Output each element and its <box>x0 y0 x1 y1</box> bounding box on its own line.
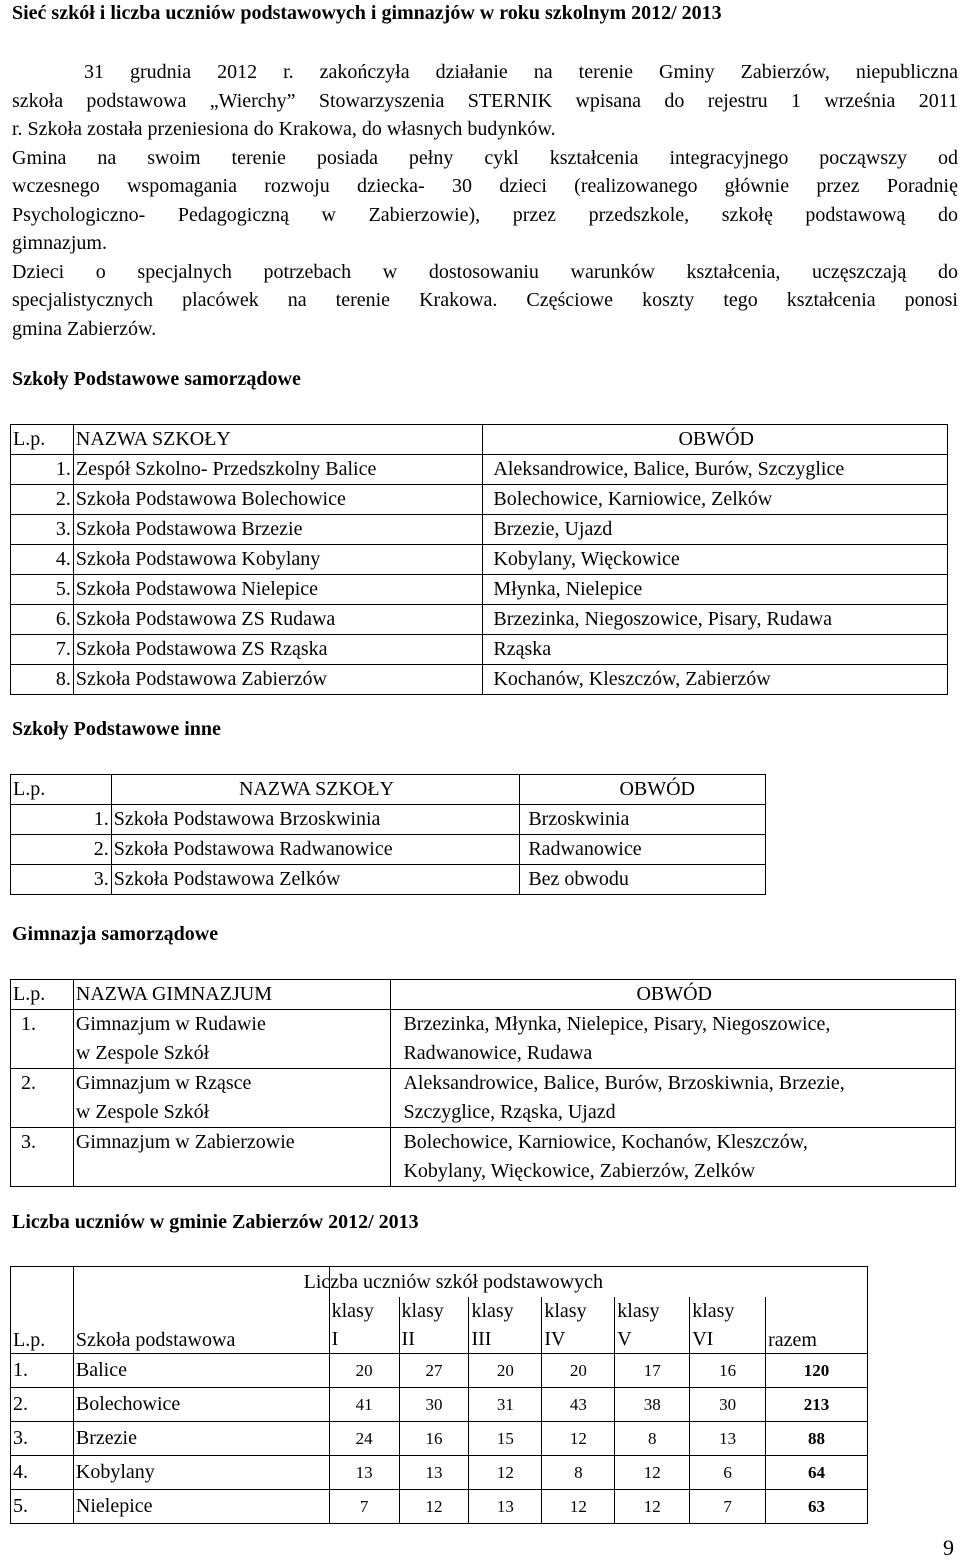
class-numeral: II <box>401 1328 415 1350</box>
row-name: Kobylany <box>73 1456 329 1490</box>
row-area: Radwanowice <box>520 835 766 865</box>
row-value: 20 <box>329 1354 399 1388</box>
row-area: Kochanów, Kleszczów, Zabierzów <box>483 665 948 695</box>
section-heading-public-gymnasium: Gimnazja samorządowe <box>12 923 219 945</box>
header-class <box>615 1297 690 1354</box>
header-name: NAZWA SZKOŁY <box>111 775 520 805</box>
row-value: 6 <box>690 1456 766 1490</box>
row-total: 88 <box>766 1422 868 1456</box>
row-value: 20 <box>469 1354 542 1388</box>
class-numeral: IV <box>544 1328 566 1350</box>
row-value: 12 <box>615 1490 690 1524</box>
section-heading-student-count: Liczba uczniów w gminie Zabierzów 2012/ 2013 <box>12 1211 419 1233</box>
row-value: 7 <box>329 1490 399 1524</box>
row-value: 27 <box>399 1354 469 1388</box>
row-value: 12 <box>542 1422 615 1456</box>
row-lp: 6. <box>11 605 74 635</box>
intro-line: Gmina na swoim terenie posiada pełny cykl kształcenia integracyjnego począwszy od <box>12 146 958 169</box>
table-row <box>11 1422 868 1456</box>
row-lp: 2. <box>11 835 112 865</box>
table-row <box>11 575 948 605</box>
row-lp: 4. <box>11 545 74 575</box>
table-row <box>11 1456 868 1490</box>
row-lp: 3. <box>11 1422 74 1456</box>
row-name: Brzezie <box>73 1422 329 1456</box>
row-value: 12 <box>542 1490 615 1524</box>
row-lp: 4. <box>11 1456 74 1490</box>
header-area: OBWÓD <box>391 980 956 1010</box>
row-area-line: Aleksandrowice, Balice, Burów, Brzoskiwnia, Brzezie, <box>403 1072 845 1094</box>
table-row <box>11 1010 956 1069</box>
row-area: Bolechowice, Karniowice, Zelków <box>483 485 948 515</box>
row-area <box>391 1069 956 1128</box>
row-area-line: Bolechowice, Karniowice, Kochanów, Kleszczów, <box>403 1131 808 1153</box>
row-name: Szkoła Podstawowa Zelków <box>111 865 520 895</box>
table-row <box>11 805 766 835</box>
row-name: Szkoła Podstawowa ZS Rząska <box>73 635 483 665</box>
row-total: 63 <box>766 1490 868 1524</box>
header-lp: L.p. <box>11 775 112 805</box>
row-value: 16 <box>399 1422 469 1456</box>
row-name: Szkoła Podstawowa Radwanowice <box>111 835 520 865</box>
row-name: Nielepice <box>73 1490 329 1524</box>
row-value: 12 <box>615 1456 690 1490</box>
header-class <box>690 1297 766 1354</box>
row-lp: 2. <box>11 485 74 515</box>
row-value: 17 <box>615 1354 690 1388</box>
class-word: klasy <box>401 1300 444 1322</box>
table-row <box>11 865 766 895</box>
row-area-line: Szczyglice, Rząska, Ujazd <box>403 1101 616 1123</box>
intro-line: gimnazjum. <box>12 232 107 254</box>
header-class <box>469 1297 542 1354</box>
header-name: NAZWA GIMNAZJUM <box>73 980 391 1010</box>
table-row <box>11 835 766 865</box>
row-name: Szkoła Podstawowa ZS Rudawa <box>73 605 483 635</box>
row-value: 31 <box>469 1388 542 1422</box>
section-heading-public-primary: Szkoły Podstawowe samorządowe <box>12 368 301 390</box>
header-class <box>329 1297 399 1354</box>
row-area <box>391 1128 956 1187</box>
row-lp: 5. <box>11 1490 74 1524</box>
row-name-line: w Zespole Szkół <box>75 1042 210 1064</box>
table-row <box>11 1069 956 1128</box>
table-row <box>11 515 948 545</box>
intro-line: szkoła podstawowa „Wierchy” Stowarzyszenia STERNIK wpisana do rejestru 1 września 2011 <box>12 89 958 112</box>
intro-line: Psychologiczno- Pedagogiczną w Zabierzowie), przez przedszkole, szkołę podstawową do <box>12 203 958 226</box>
row-value: 16 <box>690 1354 766 1388</box>
row-lp: 2. <box>11 1069 74 1128</box>
row-name: Zespół Szkolno- Przedszkolny Balice <box>73 455 483 485</box>
row-area-line: Radwanowice, Rudawa <box>403 1042 593 1064</box>
row-lp: 8. <box>11 665 74 695</box>
row-name: Bolechowice <box>73 1388 329 1422</box>
row-lp: 1. <box>11 1010 74 1069</box>
row-area: Aleksandrowice, Balice, Burów, Szczyglice <box>483 455 948 485</box>
row-lp: 5. <box>11 575 74 605</box>
section-heading-other-primary: Szkoły Podstawowe inne <box>12 718 221 740</box>
gymnasium-table <box>10 979 956 1187</box>
row-value: 20 <box>542 1354 615 1388</box>
table-row <box>11 545 948 575</box>
row-name <box>73 1069 391 1128</box>
class-numeral: VI <box>692 1328 714 1350</box>
table-row <box>11 605 948 635</box>
row-lp: 3. <box>11 865 112 895</box>
page-number: 9 <box>943 1535 954 1560</box>
row-name: Szkoła Podstawowa Zabierzów <box>73 665 483 695</box>
row-value: 15 <box>469 1422 542 1456</box>
table-row <box>11 1354 868 1388</box>
student-count-table <box>10 1266 868 1524</box>
header-group <box>303 1267 867 1298</box>
header-lp: L.p. <box>11 425 74 455</box>
row-value: 30 <box>399 1388 469 1422</box>
row-value: 24 <box>329 1422 399 1456</box>
row-value: 41 <box>329 1388 399 1422</box>
header-class <box>399 1297 469 1354</box>
row-lp: 3. <box>11 515 74 545</box>
header-name: Szkoła podstawowa <box>73 1267 329 1354</box>
header-area: OBWÓD <box>483 425 948 455</box>
row-value: 7 <box>690 1490 766 1524</box>
header-class <box>542 1297 615 1354</box>
row-area <box>391 1010 956 1069</box>
row-area: Brzezie, Ujazd <box>483 515 948 545</box>
row-value: 30 <box>690 1388 766 1422</box>
row-area: Rząska <box>483 635 948 665</box>
intro-line: gmina Zabierzów. <box>12 317 157 340</box>
row-name-line: Gimnazjum w Rząsce <box>75 1072 252 1094</box>
row-name: Szkoła Podstawowa Kobylany <box>73 545 483 575</box>
intro-paragraph <box>12 58 958 343</box>
row-total: 64 <box>766 1456 868 1490</box>
header-lp: L.p. <box>11 1267 74 1354</box>
table-row <box>11 635 948 665</box>
row-lp: 3. <box>11 1128 74 1187</box>
class-word: klasy <box>331 1300 374 1322</box>
row-name: Szkoła Podstawowa Brzezie <box>73 515 483 545</box>
table-row <box>11 455 948 485</box>
row-name: Szkoła Podstawowa Brzoskwinia <box>111 805 520 835</box>
intro-line: Dzieci o specjalnych potrzebach w dostosowaniu warunków kształcenia, uczęszczają do <box>12 260 958 283</box>
row-value: 8 <box>615 1422 690 1456</box>
row-area: Brzoskwinia <box>520 805 766 835</box>
class-word: klasy <box>617 1300 660 1322</box>
row-lp: 1. <box>11 455 74 485</box>
row-lp: 1. <box>11 805 112 835</box>
header-total: razem <box>766 1297 868 1354</box>
row-name: Szkoła Podstawowa Bolechowice <box>73 485 483 515</box>
class-numeral: V <box>617 1328 632 1350</box>
header-name: NAZWA SZKOŁY <box>73 425 483 455</box>
table-row <box>11 1388 868 1422</box>
table-row <box>11 1490 868 1524</box>
table-row <box>11 665 948 695</box>
row-lp: 2. <box>11 1388 74 1422</box>
intro-line: 31 grudnia 2012 r. zakończyła działanie na terenie Gminy Zabierzów, niepubliczna <box>84 61 958 83</box>
row-name-line: Gimnazjum w Rudawie <box>75 1013 266 1035</box>
class-numeral: I <box>331 1328 339 1350</box>
row-value: 13 <box>329 1456 399 1490</box>
row-area-line: Brzezinka, Młynka, Nielepice, Pisary, Niegoszowice, <box>403 1013 831 1035</box>
table-row <box>11 485 948 515</box>
row-value: 12 <box>469 1456 542 1490</box>
row-area-line: Kobylany, Więckowice, Zabierzów, Zelków <box>403 1160 756 1182</box>
row-name: Balice <box>73 1354 329 1388</box>
table-row <box>11 1128 956 1187</box>
row-value: 8 <box>542 1456 615 1490</box>
row-total: 120 <box>766 1354 868 1388</box>
class-word: klasy <box>471 1300 514 1322</box>
row-name-line: Gimnazjum w Zabierzowie <box>75 1131 295 1153</box>
other-primary-schools-table <box>10 774 766 895</box>
row-name-line: w Zespole Szkół <box>75 1101 210 1123</box>
intro-line: r. Szkoła została przeniesiona do Krakowa, do własnych budynków. <box>12 118 556 140</box>
row-lp: 7. <box>11 635 74 665</box>
header-lp: L.p. <box>11 980 74 1010</box>
row-area: Młynka, Nielepice <box>483 575 948 605</box>
public-primary-schools-table <box>10 424 948 695</box>
page-title: Sieć szkół i liczba uczniów podstawowych i gimnazjów w roku szkolnym 2012/ 2013 <box>12 2 722 24</box>
class-word: klasy <box>544 1300 587 1322</box>
row-value: 13 <box>469 1490 542 1524</box>
row-value: 13 <box>690 1422 766 1456</box>
row-name <box>73 1010 391 1069</box>
header-group-text: Liczba uczniów szkół podstawowych <box>303 1271 603 1293</box>
row-total: 213 <box>766 1388 868 1422</box>
row-area: Bez obwodu <box>520 865 766 895</box>
row-value: 13 <box>399 1456 469 1490</box>
class-word: klasy <box>692 1300 735 1322</box>
row-lp: 1. <box>11 1354 74 1388</box>
row-area: Brzezinka, Niegoszowice, Pisary, Rudawa <box>483 605 948 635</box>
row-value: 43 <box>542 1388 615 1422</box>
row-name <box>73 1128 391 1187</box>
class-numeral: III <box>471 1328 492 1350</box>
intro-line: specjalistycznych placówek na terenie Krakowa. Częściowe koszty tego kształcenia ponosi <box>12 289 958 311</box>
row-area: Kobylany, Więckowice <box>483 545 948 575</box>
header-area: OBWÓD <box>520 775 766 805</box>
row-value: 38 <box>615 1388 690 1422</box>
row-value: 12 <box>399 1490 469 1524</box>
intro-line: wczesnego wspomagania rozwoju dziecka- 30 dzieci (realizowanego głównie przez Poradnię <box>12 175 958 197</box>
row-name: Szkoła Podstawowa Nielepice <box>73 575 483 605</box>
